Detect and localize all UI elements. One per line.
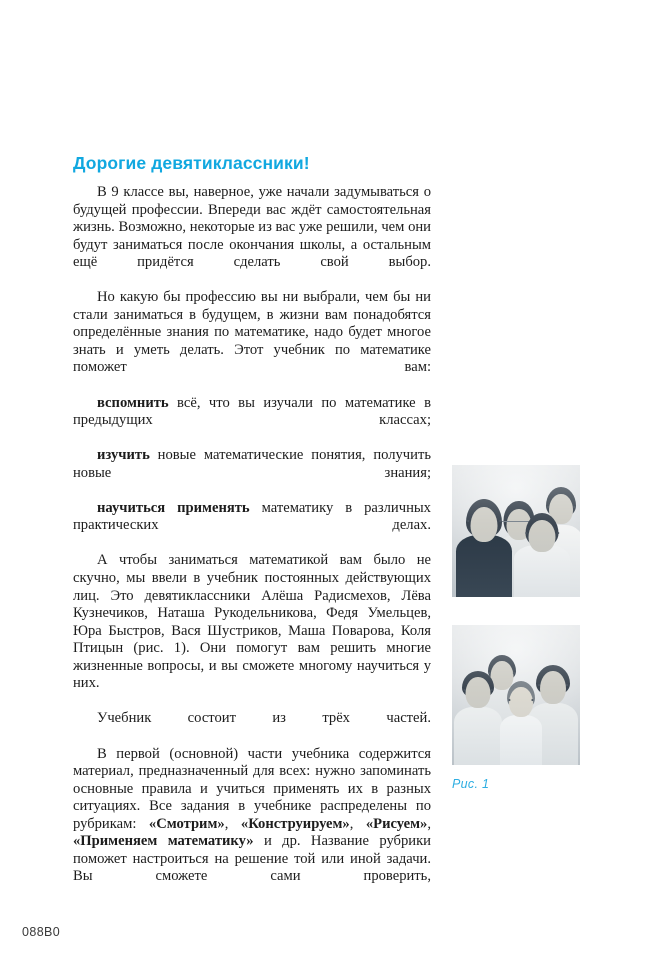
paragraph-5-text: математику в различных практических делах. bbox=[73, 499, 431, 534]
body-text-column bbox=[73, 184, 431, 903]
rubric-primenyaem-matematiku: «Применяем математику» bbox=[73, 833, 254, 850]
figure-caption: Рис. 1 bbox=[452, 777, 490, 791]
page-code: 088B0 bbox=[22, 925, 61, 939]
paragraph-5 bbox=[73, 500, 431, 553]
rubric-sep-1: , bbox=[224, 815, 241, 832]
rubric-risuem: «Рисуем» bbox=[365, 815, 428, 832]
photo-boys-and-girls bbox=[452, 625, 580, 765]
rubric-sep-3: , bbox=[427, 815, 431, 832]
paragraph-4-text: новые математические понятия, получить новые знания; bbox=[73, 447, 431, 481]
paragraph-3 bbox=[73, 395, 431, 448]
figure-1 bbox=[452, 465, 580, 791]
rubric-sep-2: , bbox=[349, 815, 366, 832]
page-title: Дорогие девятиклассники! bbox=[73, 152, 310, 173]
photo-vignette bbox=[452, 465, 580, 597]
rubric-smotrim: «Смотрим» bbox=[148, 815, 225, 832]
paragraph-8 bbox=[73, 746, 431, 904]
rubric-konstruiruem: «Конструируем» bbox=[240, 815, 350, 832]
lead-term-remember: вспомнить bbox=[97, 394, 169, 411]
paragraph-6: А чтобы заниматься математикой вам было не скучно, мы ввели в учебник постоянных действующих лиц. Это девятиклассники Алёша Радисмехов, Лёва Кузнечиков, Наташа Рукодельникова, Федя Умельцев, Юра Быстров, Вася Шустриков, Маша Поварова, Коля Птицын (рис. 1). Они помогут вам решить многие жизненные вопросы, и вы сможете многому научиться у них. bbox=[73, 552, 431, 692]
photo-vignette bbox=[452, 625, 580, 765]
photo-girls bbox=[452, 465, 580, 597]
lead-term-study: изучить bbox=[97, 447, 150, 464]
paragraph-4 bbox=[73, 447, 431, 500]
paragraph-8-part-a: В первой (основной) части учебника содержится материал, предназначенный для всех: нужно запоминать основные правила и учиться применять их в разных ситуациях. Все задания в учебнике распределены по рубрикам: bbox=[73, 745, 431, 832]
lead-term-apply: научиться применять bbox=[97, 499, 250, 516]
paragraph-7: Учебник состоит из трёх частей. bbox=[97, 710, 431, 727]
paragraph-8-part-b: и др. Название рубрики поможет настроиться на решение той или иной задачи. Вы сможете сами проверить, bbox=[73, 833, 431, 885]
paragraph-1: В 9 классе вы, наверное, уже начали задумываться о будущей профессии. Впереди вас ждёт самостоятельная жизнь. Возможно, некоторые из вас уже решили, чем они будут заниматься после окончания школы, а остальным ещё придётся сделать свой выбор. bbox=[73, 184, 431, 271]
paragraph-3-text: всё, что вы изучали по математике в предыдущих классах; bbox=[73, 394, 431, 429]
paragraph-2: Но какую бы профессию вы ни выбрали, чем бы ни стали заниматься в будущем, в жизни вам понадобятся определённые знания по математике, надо будет многое знать и уметь делать. Этот учебник по математике поможет вам: bbox=[73, 289, 431, 376]
